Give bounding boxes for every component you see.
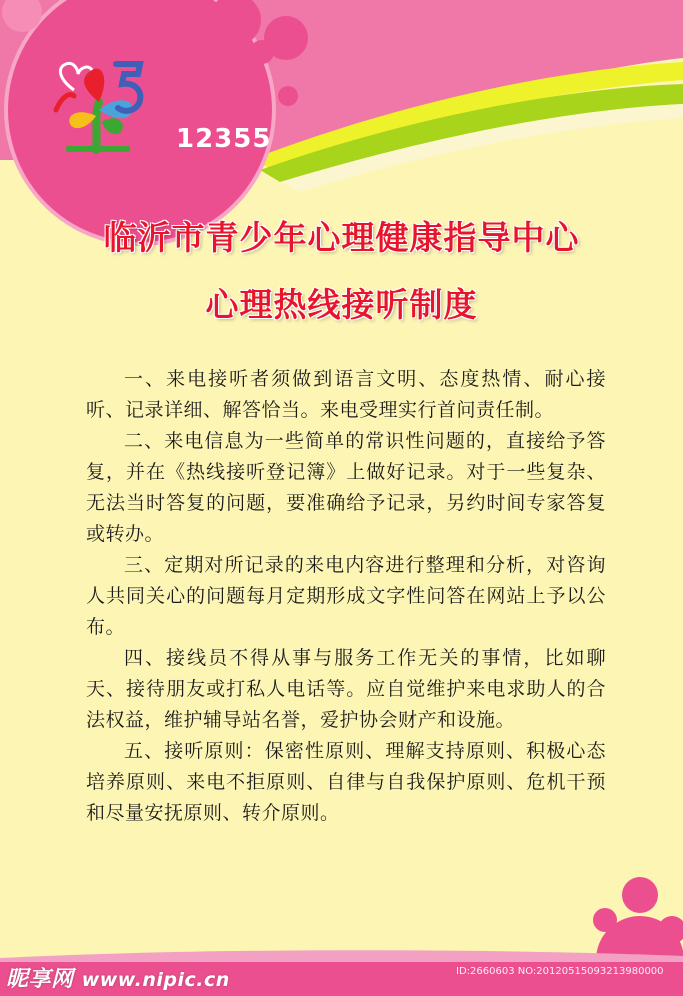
page-subtitle: 心理热线接听制度 (205, 285, 478, 324)
rule-paragraph-4: 四、接线员不得从事与服务工作无关的事情，比如聊天、接待朋友或打私人电话等。应自觉维护来电求助人的合法权益，维护辅导站名誉，爱护协会财产和设施。 (86, 647, 606, 731)
rules-body (86, 364, 606, 829)
watermark-brand (6, 962, 230, 993)
page-title: 临沂市青少年心理健康指导中心 (103, 218, 580, 257)
watermark-brand-name: 昵享网 (6, 967, 74, 992)
rule-paragraph-3: 三、定期对所记录的来电内容进行整理和分析，对咨询人共同关心的问题每月定期形成文字性问答在网站上予以公布。 (86, 554, 606, 638)
watermark-id: ID:2660603 NO:20120515093213980000 (456, 966, 664, 977)
rule-paragraph-5: 五、接听原则：保密性原则、理解支持原则、积极心态培养原则、来电不拒原则、自律与自我保护原则、危机干预和尽量安抚原则、转介原则。 (86, 740, 606, 824)
rule-paragraph-1: 一、来电接听者须做到语言文明、态度热情、耐心接听、记录详细、解答恰当。来电受理实行首问责任制。 (86, 368, 606, 421)
hotline-number: 12355 (176, 124, 272, 154)
rule-paragraph-2: 二、来电信息为一些简单的常识性问题的，直接给予答复，并在《热线接听登记簿》上做好记录。对于一些复杂、无法当时答复的问题，要准确给予记录，另约时间专家答复或转办。 (86, 430, 606, 545)
watermark-url: www.nipic.cn (81, 969, 230, 991)
tree-logo-icon (44, 50, 154, 160)
